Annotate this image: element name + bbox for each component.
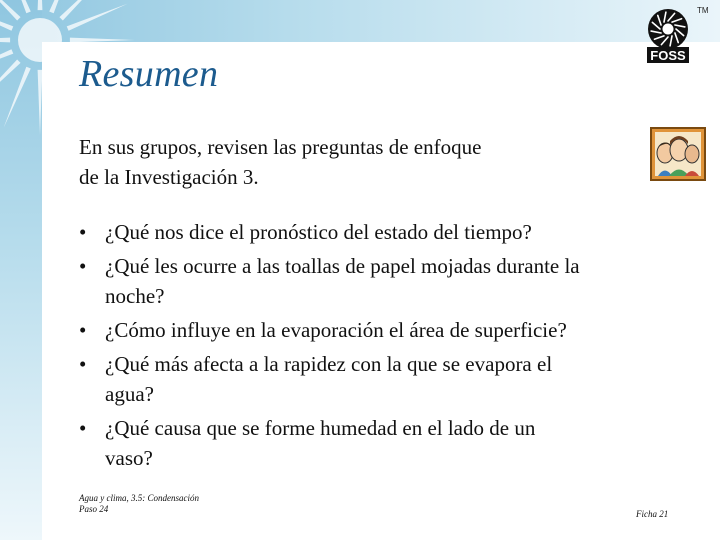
bullet-icon: • (79, 220, 87, 244)
question-line: ¿Qué nos dice el pronóstico del estado del tiempo? (105, 220, 532, 244)
question-item (79, 251, 699, 311)
slide-title: Resumen (79, 53, 219, 95)
bullet-icon: • (79, 416, 87, 440)
bullet-icon: • (79, 254, 87, 278)
footer-source (79, 493, 199, 515)
intro-text (79, 132, 599, 192)
question-item (79, 315, 699, 345)
question-list (79, 217, 699, 477)
question-item (79, 349, 699, 409)
trademark-mark: TM (697, 6, 709, 15)
footer-line: Agua y clima, 3.5: Condensación (79, 493, 199, 503)
intro-line: de la Investigación 3. (79, 165, 259, 189)
foss-logo-icon (643, 7, 693, 65)
footer-line: Paso 24 (79, 504, 109, 514)
question-item (79, 217, 699, 247)
footer-page-ref: Ficha 21 (636, 509, 669, 519)
question-line: agua? (105, 382, 154, 406)
question-line: vaso? (105, 446, 153, 470)
logo-text: FOSS (650, 48, 686, 63)
question-line: ¿Qué más afecta a la rapidez con la que se evapora el (105, 352, 553, 376)
bullet-icon: • (79, 352, 87, 376)
question-line: ¿Qué les ocurre a las toallas de papel mojadas durante la (105, 254, 580, 278)
question-line: ¿Qué causa que se forme humedad en el lado de un (105, 416, 536, 440)
group-discussion-icon (650, 127, 706, 181)
intro-line: En sus grupos, revisen las preguntas de enfoque (79, 135, 482, 159)
bullet-icon: • (79, 318, 87, 342)
question-line: ¿Cómo influye en la evaporación el área de superficie? (105, 318, 567, 342)
question-item (79, 413, 699, 473)
question-line: noche? (105, 284, 165, 308)
